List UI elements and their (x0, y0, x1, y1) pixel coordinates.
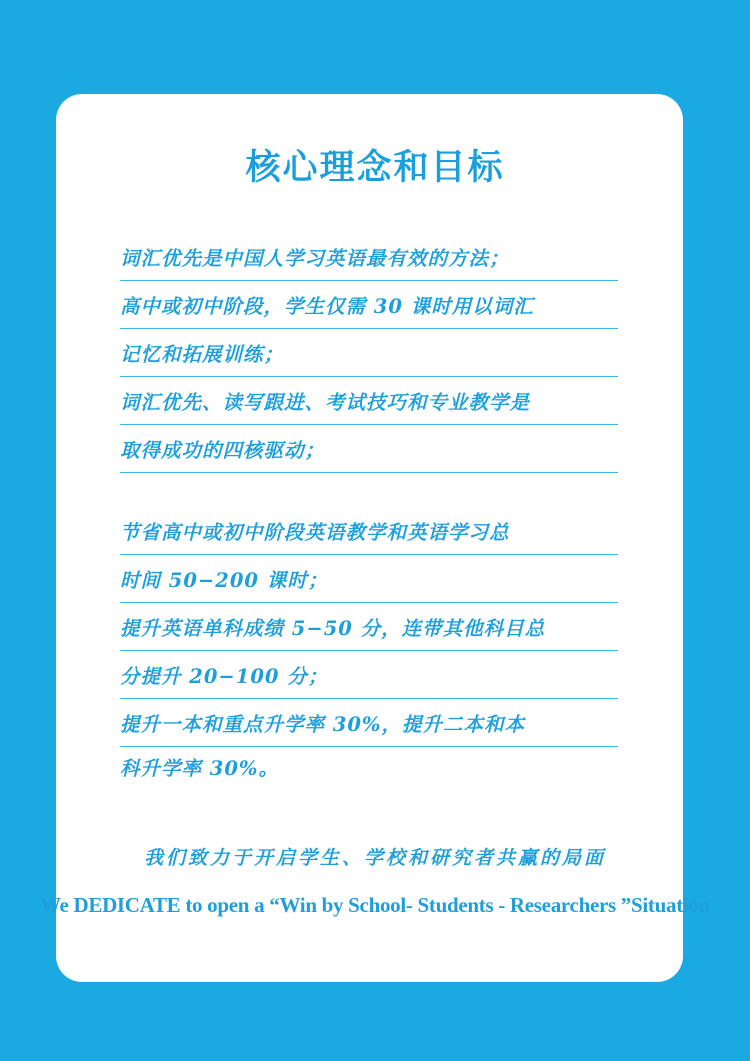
goal-line-11: 科升学率 30%。 (120, 757, 279, 780)
goal-line-3: 记忆和拓展训练； (120, 333, 618, 377)
page-title: 核心理念和目标 (245, 148, 505, 188)
goal-line-4: 词汇优先、读写跟进、考试技巧和专业教学是 (120, 381, 618, 425)
goal-line-5: 取得成功的四核驱动； (120, 429, 618, 473)
goal-line-1: 词汇优先是中国人学习英语最有效的方法； (120, 237, 618, 281)
slogan-chinese: 我们致力于开启学生、学校和研究者共赢的局面 (143, 847, 606, 869)
goal-line-8: 提升英语单科成绩 5−50 分，连带其他科目总 (120, 607, 618, 651)
goal-line-10: 提升一本和重点升学率 30%，提升二本和本 (120, 703, 618, 747)
goal-line-2: 高中或初中阶段，学生仅需 30 课时用以词汇 (120, 285, 618, 329)
goal-line-9: 分提升 20−100 分； (120, 655, 618, 699)
goal-line-6: 节省高中或初中阶段英语教学和英语学习总 (120, 511, 618, 555)
slogan-english: We DEDICATE to open a “Win by School- Students - Researchers ”Situation (39, 893, 711, 917)
goal-line-7: 时间 50−200 课时； (120, 559, 618, 603)
